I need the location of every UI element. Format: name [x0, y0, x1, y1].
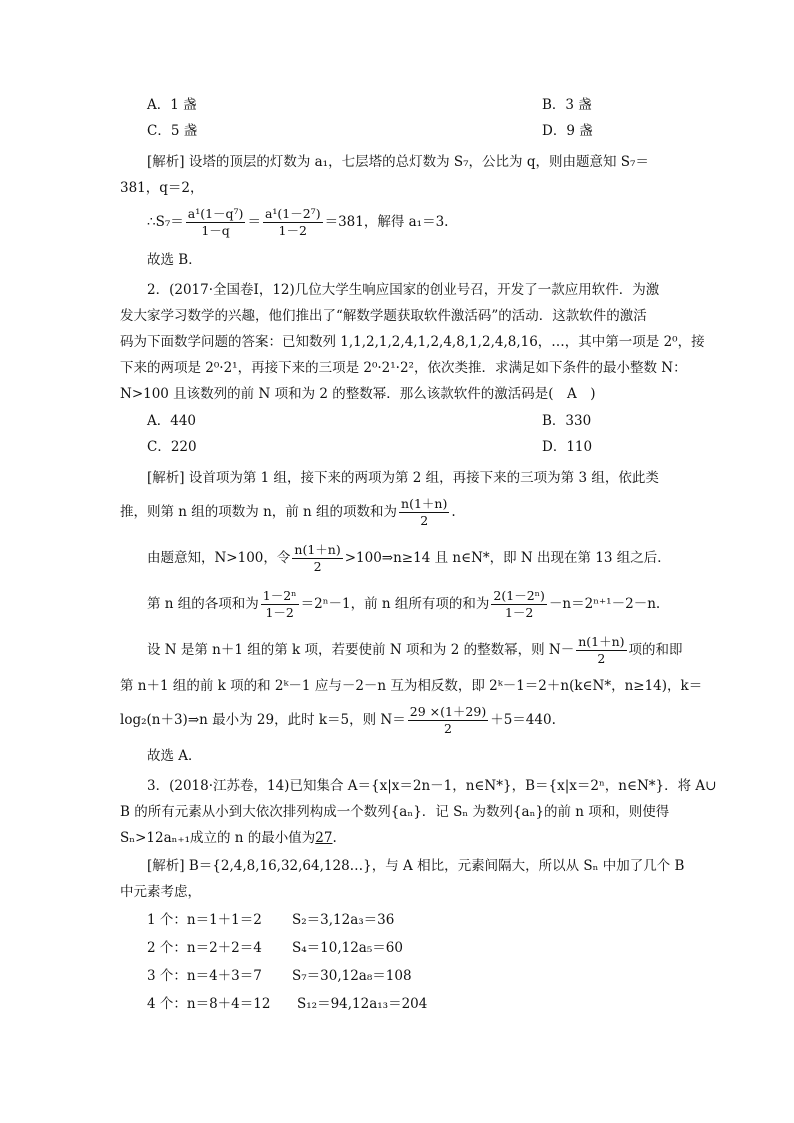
q2-analysis-line1: [147, 468, 659, 488]
option-b: B．330: [542, 413, 592, 429]
fraction-numerator: n(1＋n): [578, 634, 625, 649]
q2-analysis-line5: [147, 632, 683, 668]
analysis-tag: [解析]: [147, 470, 185, 486]
fraction: [491, 588, 547, 621]
fraction-numerator: n(1＋n): [401, 496, 448, 511]
text: －n＝2ⁿ⁺¹－2－n.: [548, 596, 661, 612]
q2-line4: 下来的两项是 2⁰·2¹，再接下来的三项是 2⁰·2¹·2²，依次类推．求满足如下条件的最小整数 N：: [120, 360, 687, 376]
q3-analysis-line1: [147, 856, 684, 876]
text: 项的和即: [628, 642, 683, 658]
fraction-numerator: 1－2ⁿ: [262, 588, 297, 603]
fraction-denominator: 1－2: [504, 605, 534, 620]
row-left: 4 个：n＝8＋4＝12: [147, 996, 271, 1012]
list-item: [147, 910, 395, 930]
row-right: S₂＝3,12a₃＝36: [292, 912, 395, 928]
fraction-denominator: 1－q: [201, 223, 230, 238]
q3-analysis-line2: 中元素考虑，: [120, 884, 201, 900]
text: ＝2ⁿ－1，前 n 组所有项的和为: [300, 596, 490, 612]
q2-line5: N>100 且该数列的前 N 项和为 2 的整数幂．那么该款软件的激活码是( A ): [120, 386, 596, 402]
fraction-numerator: 29 ×(1＋29): [409, 704, 487, 719]
option-a: A．1 盏: [147, 97, 197, 113]
fraction: [263, 206, 323, 239]
analysis-text: B＝{2,4,8,16,32,64,128…}，与 A 相比，元素间隔大，所以从 Sₙ 中加了几个 B: [188, 858, 685, 874]
fraction: [408, 704, 488, 737]
analysis-tag: [解析]: [147, 858, 185, 874]
text: ＋5＝440.: [490, 712, 556, 728]
q3-line1: 3．(2018·江苏卷，14)已知集合 A＝{x|x＝2n－1，n∈N*}，B＝{x|x＝2ⁿ，n∈N*}．将 A∪: [147, 778, 717, 794]
text: 第 n 组的各项和为: [147, 596, 259, 612]
q2-line3: 码为下面数学问题的答案：已知数列 1,1,2,1,2,4,1,2,4,8,1,2,4,8,16，…，其中第一项是 2⁰，接: [120, 334, 705, 350]
option-b: B．3 盏: [542, 97, 592, 113]
option-d: D．9 盏: [542, 123, 593, 139]
text: 由题意知，N>100，令: [147, 550, 291, 566]
q3-line2: B 的所有元素从小到大依次排列构成一个数列{aₙ}．记 Sₙ 为数列{aₙ}的前 n 项和，则使得: [120, 804, 670, 820]
answer: 27: [315, 830, 333, 846]
option-d: D．110: [542, 439, 593, 455]
q1-conclusion: 故选 B．: [147, 252, 202, 268]
q2-analysis-line3: [147, 540, 671, 576]
fraction-numerator: 2(1－2ⁿ): [493, 588, 545, 603]
fraction: [399, 496, 449, 529]
q2-analysis-line2: [120, 494, 456, 530]
text: 设 N 是第 n＋1 组的第 k 项，若要使前 N 项和为 2 的整数幂，则 N－: [147, 642, 575, 658]
q3-line3: [120, 828, 337, 848]
row-left: 2 个：n＝2＋2＝4: [147, 940, 262, 956]
analysis-tag: [解析]: [147, 154, 185, 170]
row-left: 3 个：n＝4＋3＝7: [147, 968, 262, 984]
q1-options-row1: [147, 95, 592, 115]
fraction-denominator: 1－2: [265, 605, 294, 620]
q2-conclusion: 故选 A．: [147, 748, 202, 764]
eq-mid: ＝: [247, 214, 261, 230]
q2-options-row2: [147, 437, 593, 457]
row-right: S₄＝10,12a₅＝60: [292, 940, 403, 956]
q2-line2: 发大家学习数学的兴趣，他们推出了“解数学题获取软件激活码”的活动．这款软件的激活: [120, 308, 647, 324]
row-right: S₇＝30,12a₈＝108: [292, 968, 412, 984]
text: .: [332, 830, 337, 846]
list-item: [147, 966, 412, 986]
row-left: 1 个：n＝1＋1＝2: [147, 912, 262, 928]
fraction: [186, 206, 246, 239]
fraction: [292, 542, 342, 575]
option-c: C．220: [147, 439, 197, 455]
analysis-text: 设首项为第 1 组，接下来的两项为第 2 组，再接下来的三项为第 3 组，依此类: [188, 470, 659, 486]
fraction: [261, 588, 299, 621]
fraction-denominator: 2: [420, 513, 429, 528]
fraction-numerator: a¹(1－q⁷): [187, 206, 244, 221]
q2-options-row1: [147, 411, 592, 431]
q2-analysis-line6: 第 n＋1 组的前 k 项的和 2ᵏ－1 应与－2－n 互为相反数，即 2ᵏ－1＝2＋n(k∈N*，n≥14)，k＝: [120, 678, 703, 694]
q1-options-row2: [147, 121, 593, 141]
option-a: A．440: [147, 413, 197, 429]
q1-analysis-line1: [147, 152, 649, 172]
text: Sₙ>12aₙ₊₁成立的 n 的最小值为: [120, 830, 316, 846]
fraction-denominator: 1－2: [278, 223, 307, 238]
option-c: C．5 盏: [147, 123, 198, 139]
q2-analysis-line4: [147, 586, 660, 622]
fraction-denominator: 2: [444, 721, 452, 736]
list-item: [147, 994, 428, 1014]
fraction: [576, 634, 626, 667]
q1-analysis-line2: 381，q＝2，: [120, 180, 204, 196]
analysis-text: 设塔的顶层的灯数为 a₁，七层塔的总灯数为 S₇，公比为 q，则由题意知 S₇＝: [188, 154, 649, 170]
eq-prefix: ∴S₇＝: [147, 214, 184, 230]
q1-equation: [147, 204, 448, 240]
fraction-denominator: 2: [597, 651, 606, 666]
row-right: S₁₂＝94,12a₁₃＝204: [297, 996, 428, 1012]
text: .: [451, 504, 456, 520]
fraction-denominator: 2: [313, 559, 322, 574]
list-item: [147, 938, 403, 958]
text: 推，则第 n 组的项数为 n，前 n 组的项数和为: [120, 504, 398, 520]
q2-analysis-line7: [120, 702, 556, 738]
fraction-numerator: n(1＋n): [294, 542, 341, 557]
fraction-numerator: a¹(1－2⁷): [264, 206, 321, 221]
text: log₂(n＋3)⇒n 最小为 29，此时 k＝5，则 N＝: [120, 712, 406, 728]
q2-line1: 2．(2017·全国卷Ⅰ，12)几位大学生响应国家的创业号召，开发了一款应用软件．为激: [147, 282, 660, 298]
eq-suffix: ＝381，解得 a₁＝3.: [324, 214, 449, 230]
text: >100⇒n≥14 且 n∈N*，即 N 出现在第 13 组之后．: [344, 550, 671, 566]
